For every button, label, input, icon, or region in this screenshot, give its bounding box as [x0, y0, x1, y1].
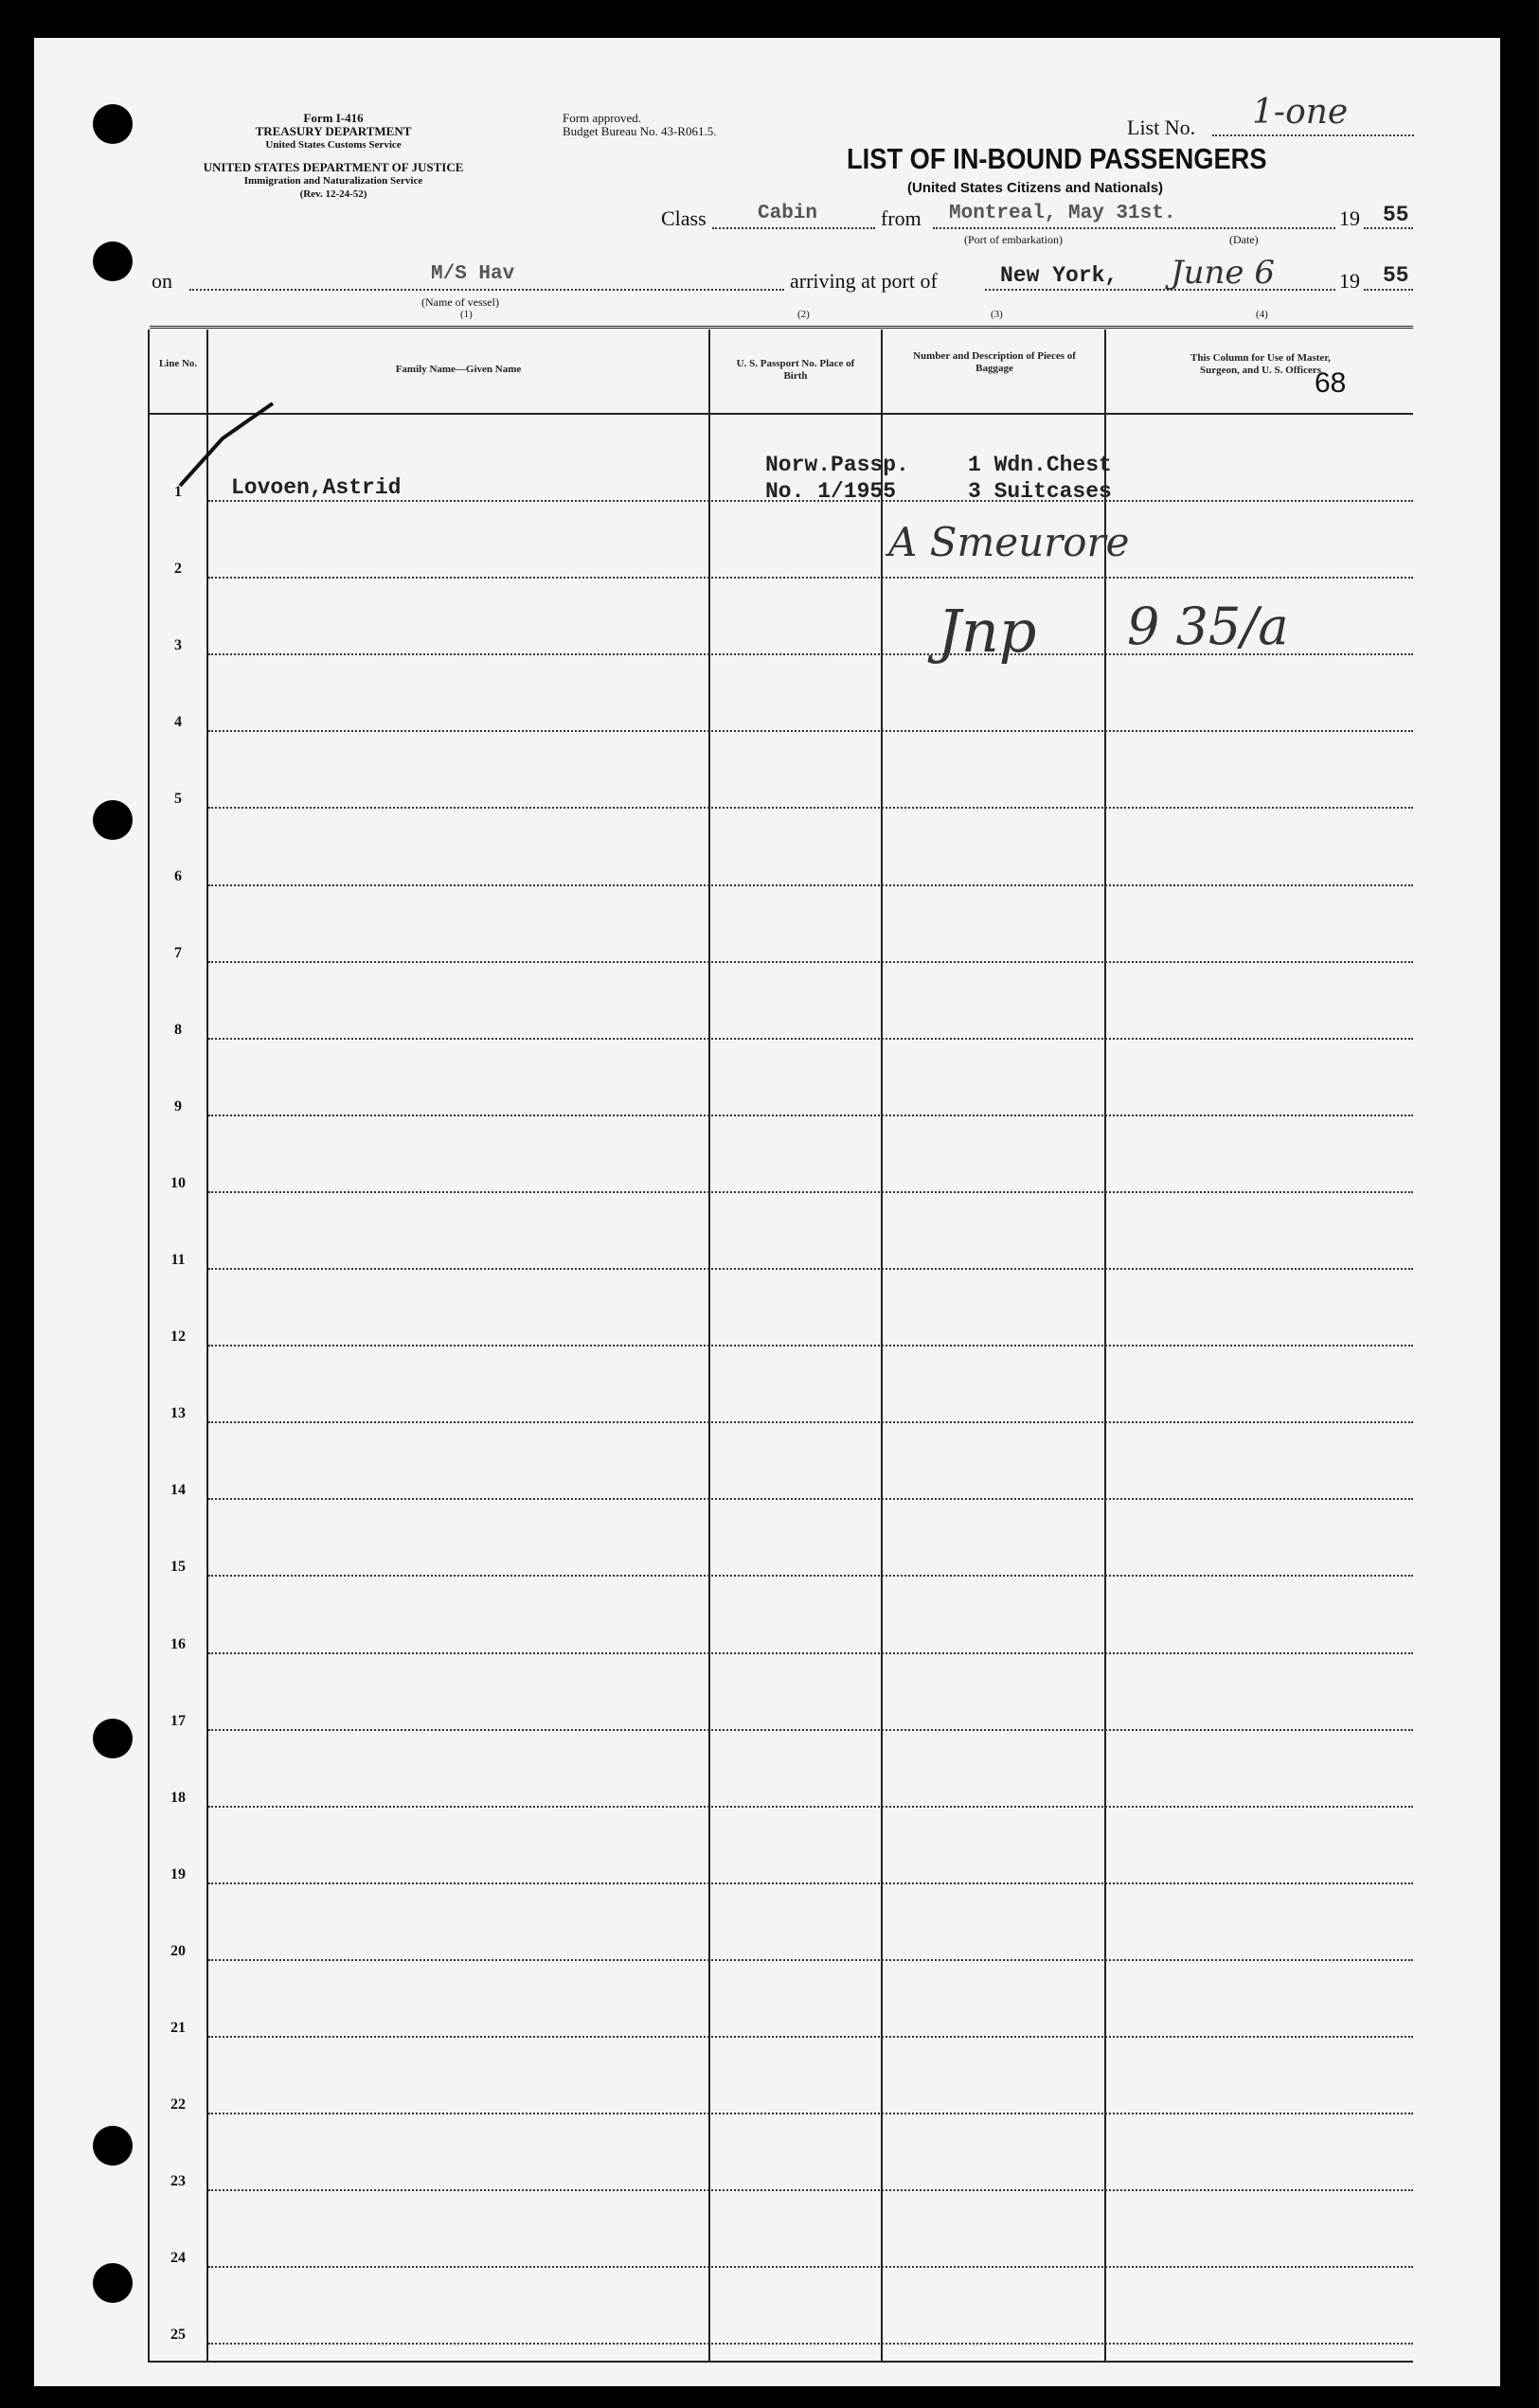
- ins-label: Immigration and Naturalization Service: [243, 175, 423, 187]
- customs-service: United States Customs Service: [265, 139, 402, 151]
- list-no-value: 1-one: [1252, 93, 1349, 132]
- col-header-name: Family Name—Given Name: [395, 364, 522, 375]
- passenger-name: Lovoen,Astrid: [231, 475, 402, 500]
- line-number: 5: [174, 791, 182, 808]
- arrival-line: [985, 289, 1335, 291]
- class-line: [712, 227, 875, 229]
- binder-hole: [93, 800, 133, 840]
- table-bottom-rule: [148, 2361, 1413, 2363]
- handwritten-initials: Jnp: [938, 597, 1037, 666]
- line-number: 19: [170, 1865, 186, 1882]
- table-header-rule: [150, 413, 1413, 415]
- line-number: 12: [170, 1329, 186, 1346]
- table-row: [208, 1806, 1413, 1808]
- table-row: [208, 961, 1413, 963]
- line-number: 14: [170, 1482, 186, 1499]
- table-row: [208, 2266, 1413, 2268]
- handwritten-time: 9 35/a: [1127, 597, 1289, 656]
- col4-marker: (4): [1256, 309, 1268, 320]
- line-number: 21: [170, 2020, 186, 2036]
- page-title: LIST OF IN-BOUND PASSENGERS: [847, 142, 1267, 175]
- passport-line-1: Norw.Passp.: [765, 453, 909, 477]
- line-number: 6: [174, 867, 182, 884]
- table-row: [208, 1575, 1413, 1577]
- baggage-line-2: 3 Suitcases: [968, 479, 1112, 504]
- treasury-department: TREASURY DEPARTMENT: [255, 124, 412, 138]
- vessel-value: M/S Hav: [431, 263, 515, 285]
- line-number: 9: [174, 1097, 182, 1115]
- port-caption: (Port of embarkation): [964, 233, 1063, 246]
- binder-hole: [93, 2126, 133, 2166]
- line-number: 16: [170, 1635, 186, 1652]
- date-caption: (Date): [1229, 233, 1259, 246]
- line-number: 15: [170, 1559, 186, 1576]
- col3-marker: (3): [991, 309, 1003, 320]
- arrival-port: New York,: [1000, 263, 1118, 288]
- from-label: from: [881, 206, 922, 230]
- arriving-label: arriving at port of: [790, 269, 938, 293]
- revision-date: (Rev. 12-24-52): [299, 188, 367, 200]
- line-number: 17: [170, 1712, 186, 1729]
- line-number: 24: [170, 2250, 186, 2267]
- line-number: 2: [174, 561, 182, 578]
- line-number: 23: [170, 2173, 186, 2190]
- table-row: [208, 1421, 1413, 1423]
- baggage-line-1: 1 Wdn.Chest: [968, 453, 1112, 477]
- check-mark-icon: [170, 396, 284, 491]
- on-label: on: [152, 269, 172, 293]
- line-number: 13: [170, 1405, 186, 1422]
- table-row: [208, 2343, 1413, 2345]
- table-row: [208, 1959, 1413, 1961]
- line-number: 10: [170, 1174, 186, 1191]
- binder-hole: [93, 241, 133, 281]
- col-header-baggage: Number and Description of Pieces of Baggage: [913, 350, 1076, 374]
- binder-hole: [93, 1719, 133, 1758]
- from-value: Montreal, May 31st.: [949, 203, 1176, 224]
- arrival-date: June 6: [1171, 254, 1275, 292]
- year-value: 55: [1383, 203, 1409, 227]
- table-row: [208, 1882, 1413, 1884]
- line-number: 3: [174, 637, 182, 654]
- table-row: [208, 1345, 1413, 1347]
- line-number: 25: [170, 2327, 186, 2344]
- table-row: [208, 1268, 1413, 1270]
- binder-hole: [93, 2263, 133, 2303]
- table-row: [208, 1729, 1413, 1731]
- line-number: 7: [174, 944, 182, 961]
- table-row: [208, 2113, 1413, 2114]
- table-left-border: [148, 330, 150, 2363]
- form-number: Form I-416: [303, 111, 364, 125]
- list-no-label: List No.: [1127, 116, 1196, 139]
- table-row: [208, 1115, 1413, 1116]
- col1-marker: (1): [460, 309, 473, 320]
- vessel-caption: (Name of vessel): [421, 295, 499, 309]
- line-number: 11: [170, 1252, 186, 1268]
- form-page: [34, 38, 1500, 2386]
- passport-line-2: No. 1/1955: [765, 479, 897, 504]
- col-header-passport: U. S. Passport No. Place of Birth: [736, 358, 855, 382]
- handwritten-signature: A Smeurore: [888, 519, 1130, 565]
- line-number: 4: [174, 714, 182, 731]
- class-label: Class: [661, 206, 707, 230]
- table-row: [208, 730, 1413, 732]
- col-header-officer: This Column for Use of Master, Surgeon, and U. S. Officers: [1190, 352, 1331, 376]
- year-prefix-2: 19: [1339, 269, 1360, 293]
- col-header-line-no: Line No.: [158, 358, 198, 369]
- table-top-rule: [150, 326, 1413, 329]
- officer-mark: 68: [1315, 367, 1347, 399]
- line-number: 8: [174, 1021, 182, 1038]
- table-row: [208, 1038, 1413, 1040]
- line-number: 1: [174, 484, 182, 500]
- table-row: [208, 2189, 1413, 2191]
- year-line-2: [1364, 289, 1413, 291]
- line-number: 22: [170, 2096, 186, 2114]
- year-prefix: 19: [1339, 206, 1360, 230]
- table-row: [208, 1498, 1413, 1500]
- budget-bureau: Budget Bureau No. 43-R061.5.: [563, 124, 717, 138]
- from-line: [933, 227, 1335, 229]
- class-value: Cabin: [758, 203, 818, 224]
- table-row: [208, 577, 1413, 579]
- list-no-line: [1212, 134, 1414, 136]
- vessel-line: [189, 289, 784, 291]
- form-approved: Form approved.: [563, 111, 642, 125]
- table-row: [208, 807, 1413, 809]
- line-number: 18: [170, 1789, 186, 1806]
- col2-marker: (2): [797, 309, 810, 320]
- table-row: [208, 1652, 1413, 1654]
- year-line: [1364, 227, 1413, 229]
- table-row: [208, 884, 1413, 886]
- year-value-2: 55: [1383, 263, 1409, 288]
- table-row: [208, 2036, 1413, 2038]
- line-number: 20: [170, 1942, 186, 1959]
- page-subtitle: (United States Citizens and Nationals): [907, 180, 1164, 196]
- table-row: [208, 1191, 1413, 1193]
- binder-hole: [93, 104, 133, 144]
- department-of-justice: UNITED STATES DEPARTMENT OF JUSTICE: [203, 160, 464, 174]
